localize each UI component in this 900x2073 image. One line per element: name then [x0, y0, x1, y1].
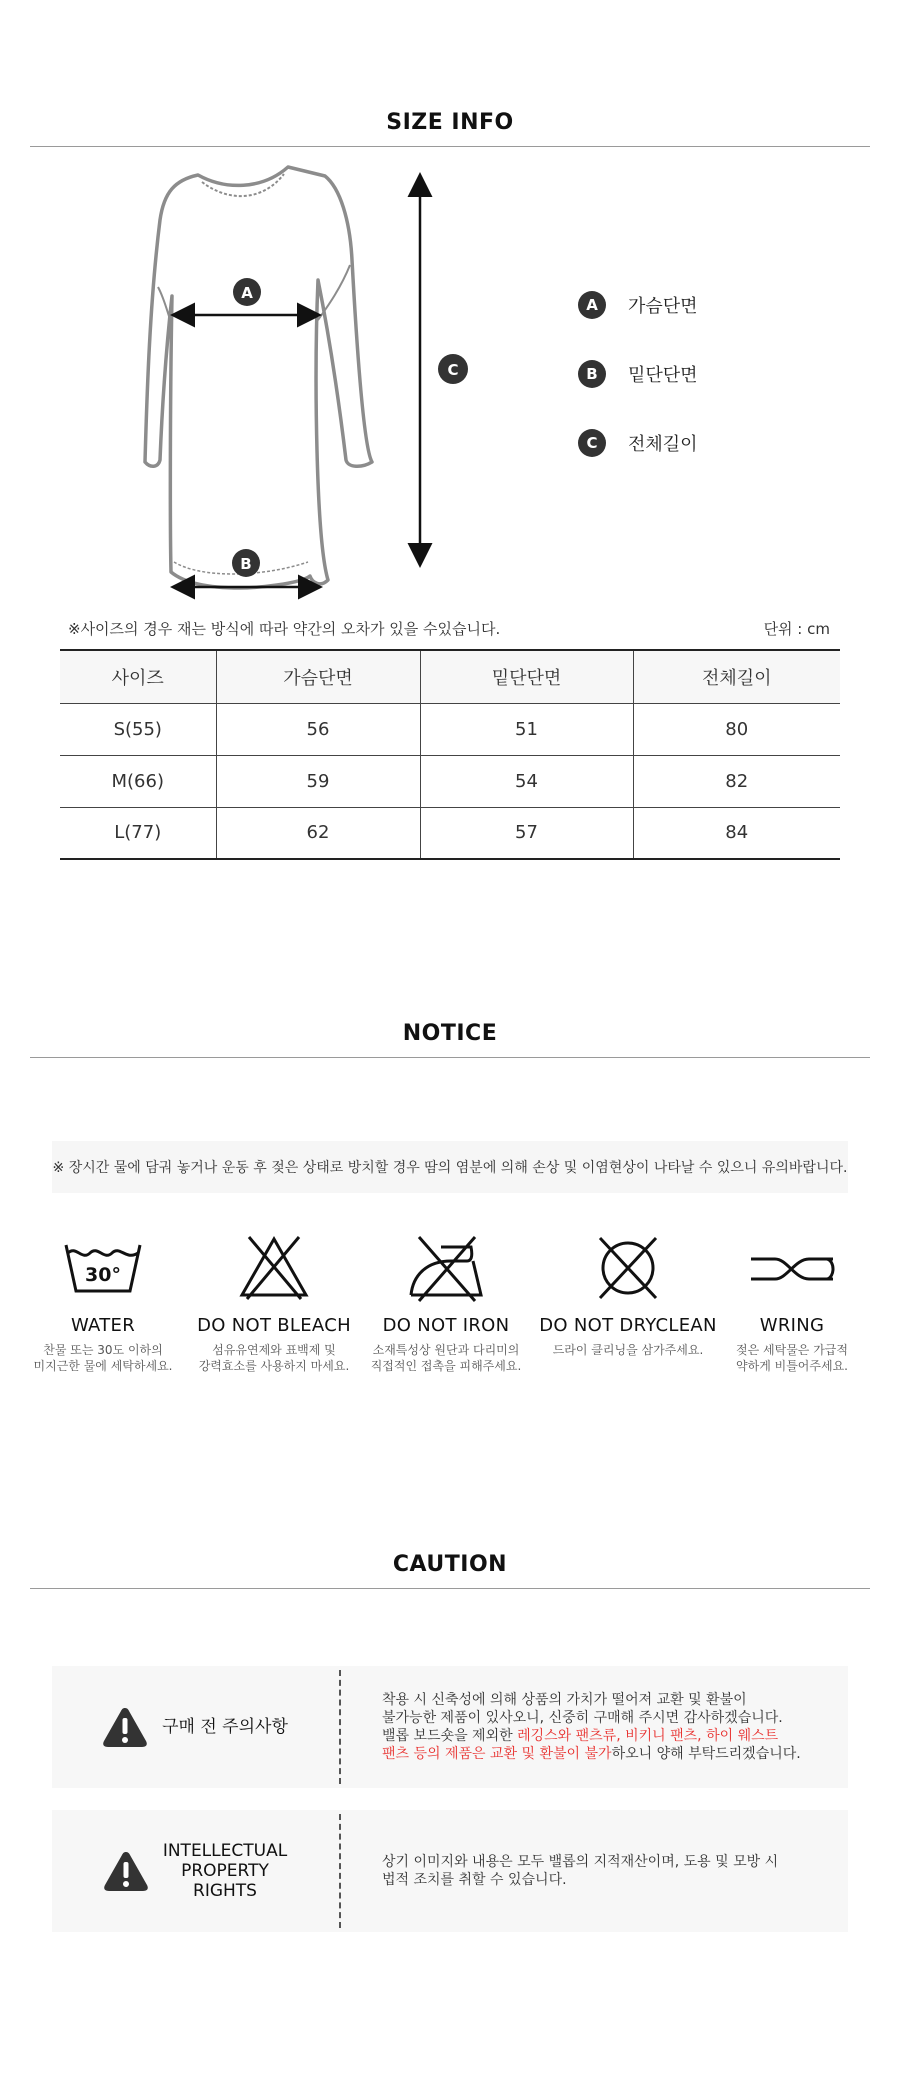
care-desc-wring: 젖은 세탁물은 가급적 약하게 비틀어주세요. [736, 1343, 848, 1373]
cell-chest: 62 [216, 807, 420, 859]
care-item-dryclean [533, 1233, 723, 1358]
caution-ip-box [52, 1810, 848, 1932]
dress-outline-icon [145, 167, 372, 588]
cell-chest: 56 [216, 703, 420, 755]
caution-purchase-box [52, 1666, 848, 1788]
marker-a-label: A [241, 284, 253, 302]
care-desc-bleach: 섬유유연제와 표백제 및 강력효소를 사용하지 마세요. [198, 1343, 350, 1373]
warning-icon [103, 1850, 149, 1892]
care-desc-dryclean: 드라이 클리닝을 삼가주세요. [552, 1343, 704, 1357]
caution-purchase-text: 착용 시 신축성에 의해 상품의 가치가 떨어져 교환 및 환불이 불가능한 제품이 있사오니, 신중히 구매해 주시면 감사하겠습니다. 밸롭 보드숏을 제외한 레깅스와 팬츠류, 비키니 팬츠, 하이 웨스트 팬츠 등의 제품은 교환 및 환불이 불가하오니 양해 부탁드리겠습니다. [382, 1692, 801, 1762]
svg-text:30°: 30° [85, 1264, 121, 1286]
size-info-divider [30, 146, 870, 147]
care-title-iron: DO NOT IRON [382, 1315, 510, 1336]
wring-icon [747, 1233, 837, 1303]
legend-label-hem: 밑단단면 [628, 365, 698, 386]
caution-purchase-header [52, 1666, 338, 1788]
care-item-water [8, 1233, 198, 1374]
cell-length: 84 [633, 807, 840, 859]
cell-length: 82 [633, 755, 840, 807]
notice-divider [30, 1057, 870, 1058]
care-desc-iron: 소재특성상 원단과 다리미의 직접적인 접촉을 피해주세요. [370, 1343, 522, 1373]
no-dryclean-icon [583, 1233, 673, 1303]
care-item-iron [351, 1233, 541, 1374]
legend-badge-c: C [578, 429, 606, 457]
caution-purchase-heading: 구매 전 주의사항 [162, 1717, 288, 1737]
garment-size-diagram [0, 150, 900, 610]
size-table-header [60, 650, 840, 703]
size-table [60, 649, 840, 860]
cell-hem: 51 [420, 703, 633, 755]
no-iron-icon [401, 1233, 491, 1303]
header-chest: 가슴단면 [216, 650, 420, 703]
cell-size: S(55) [60, 703, 216, 755]
dashed-divider [339, 1814, 341, 1928]
legend-item-chest [578, 291, 698, 319]
caution-ip-text: 상기 이미지와 내용은 모두 밸롭의 지적재산이며, 도용 및 모방 시 법적 조치를 취할 수 있습니다. [382, 1854, 779, 1888]
table-row [60, 755, 840, 807]
dashed-divider [339, 1670, 341, 1784]
care-desc-water: 찬물 또는 30도 이하의 미지근한 물에 세탁하세요. [33, 1343, 173, 1373]
care-title-water: WATER [70, 1315, 136, 1336]
header-size: 사이즈 [60, 650, 216, 703]
legend-badge-a: A [578, 291, 606, 319]
care-title-dryclean: DO NOT DRYCLEAN [539, 1315, 717, 1336]
wash-30-icon [58, 1233, 148, 1303]
marker-b-label: B [240, 555, 252, 573]
cell-length: 80 [633, 703, 840, 755]
notice-message: ※ 장시간 물에 담궈 놓거나 운동 후 젖은 상태로 방치할 경우 땀의 염분에 의해 손상 및 이염현상이 나타날 수 있으니 유의바랍니다. [52, 1141, 848, 1193]
cell-size: M(66) [60, 755, 216, 807]
legend-label-chest: 가슴단면 [628, 296, 698, 317]
care-title-bleach: DO NOT BLEACH [197, 1315, 351, 1336]
table-row [60, 703, 840, 755]
legend-label-length: 전체길이 [628, 434, 698, 455]
cell-hem: 57 [420, 807, 633, 859]
care-item-wring [697, 1233, 887, 1374]
no-bleach-icon [229, 1233, 319, 1303]
notice-title: NOTICE [402, 1021, 498, 1046]
table-row [60, 807, 840, 859]
care-title-wring: WRING [759, 1315, 825, 1336]
marker-c-label: C [447, 361, 459, 379]
legend-item-hem [578, 360, 698, 388]
care-item-bleach [179, 1233, 369, 1374]
header-hem: 밑단단면 [420, 650, 633, 703]
caution-ip-heading: INTELLECTUAL PROPERTY RIGHTS [162, 1841, 288, 1901]
unit-label: 단위 : cm [763, 620, 830, 638]
legend-badge-b: B [578, 360, 606, 388]
header-length: 전체길이 [633, 650, 840, 703]
cell-hem: 54 [420, 755, 633, 807]
size-info-title: SIZE INFO [386, 110, 514, 135]
caution-ip-header [52, 1810, 338, 1932]
caution-title: CAUTION [392, 1552, 508, 1577]
caution-divider [30, 1588, 870, 1589]
cell-size: L(77) [60, 807, 216, 859]
legend-item-length [578, 429, 698, 457]
measurement-note: ※사이즈의 경우 재는 방식에 따라 약간의 오차가 있을 수있습니다. [68, 620, 501, 638]
warning-icon [102, 1706, 148, 1748]
cell-chest: 59 [216, 755, 420, 807]
